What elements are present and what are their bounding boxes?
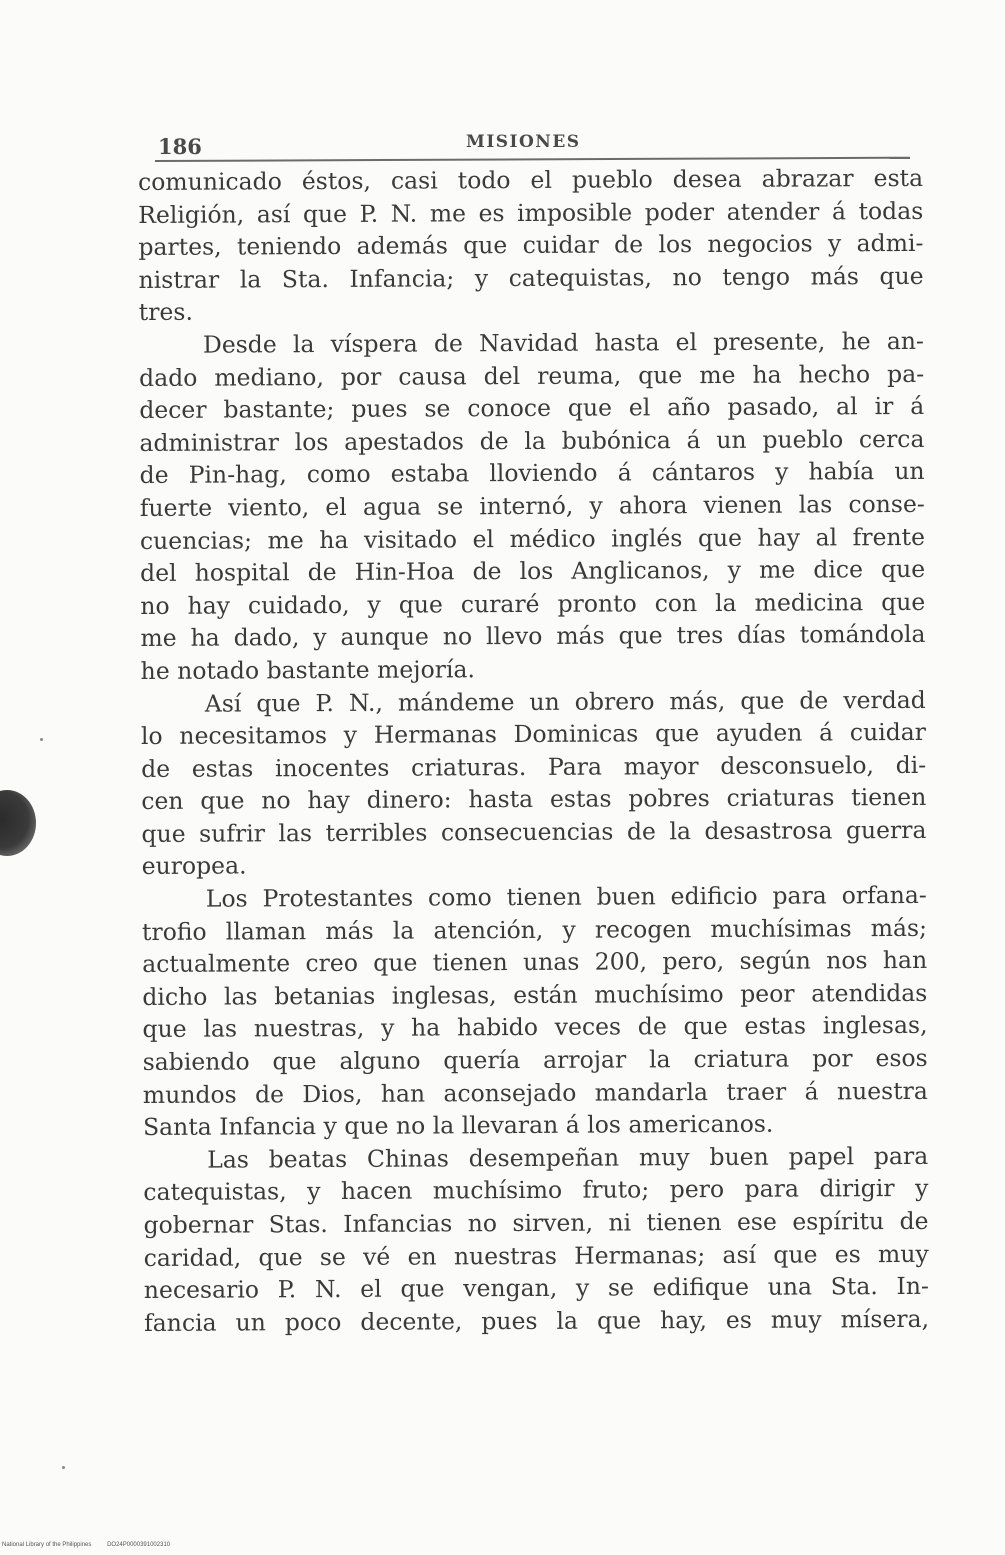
text-line: Desde la víspera de Navidad hasta el presente, he an- [202,326,924,359]
text-line: que las nuestras, y ha habido veces de que estas inglesas, [142,1011,928,1044]
text-line: me ha dado, y aunque no llevo más que tres días tomándola [140,620,926,653]
text-line: fancia un poco decente, pues la que hay, es muy mísera, [143,1304,930,1337]
text-line: he notado bastante mejoría. [140,655,476,685]
page-number: 186 [158,134,202,159]
text-line: de estas inocentes criaturas. Para mayor desconsuelo, di- [141,750,927,783]
text-line: de Pin-hag, como estaba lloviendo á cántaros y había un [139,457,925,490]
text-line: caridad, que se vé en nuestras Hermanas; así que es muy [143,1239,929,1272]
text-line: cuencias; me ha visitado el médico inglés que hay al frente [139,522,926,555]
running-title: MISIONES [466,132,581,152]
scan-speck [40,738,43,741]
text-line: comunicado éstos, casi todo el pueblo desea abrazar esta [138,163,924,196]
text-line: Las beatas Chinas desempeñan muy buen papel para [207,1141,929,1174]
text-line: Religión, así que P. N. me es imposible poder atender á todas [138,196,924,229]
text-line: tres. [138,298,193,327]
text-line: fuerte viento, el agua se internó, y ahora vienen las conse- [139,489,925,522]
text-line: sabiendo que alguno quería arrojar la criatura por esos [142,1043,928,1077]
text-line: actualmente creo que tienen unas 200, pero, según nos han [142,946,928,979]
scan-speck [62,1466,65,1469]
text-line: del hospital de Hin-Hoa de los Anglicanos, y me dice que [140,555,926,588]
text-line: partes, teniendo además que cuidar de los negocios y admi- [138,229,924,262]
text-line: gobernar Stas. Infancias no sirven, ni tienen ese espíritu de [143,1206,929,1239]
text-line: lo necesitamos y Hermanas Dominicas que ayuden á cuidar [140,717,927,751]
text-line: Los Protestantes como tienen buen edificio para orfana- [205,880,927,913]
text-line: que sufrir las terribles consecuencias de la desastrosa guerra [141,815,927,848]
text-line: decer bastante; pues se conoce que el año pasado, al ir á [139,392,925,425]
text-line: cen que no hay dinero: hasta estas pobres criaturas tienen [141,783,927,816]
footer-identifier: DO24P0000391002310 [107,1542,171,1548]
text-line: dado mediano, por causa del reuma, que me ha hecho pa- [139,359,925,392]
text-line: dicho las betanias inglesas, están muchísimo peor atendidas [142,978,928,1011]
footer-library: National Library of the Philippines [2,1542,92,1548]
text-line: necesario P. N. el que vengan, y se edifique una Sta. In- [143,1272,929,1305]
scan-thumb-mark [0,790,36,856]
text-line: europea. [141,851,247,881]
text-line: catequistas, y hacen muchísimo fruto; pero para dirigir y [143,1174,929,1207]
text-line: Así que P. N., mándeme un obrero más, que de verdad [204,685,926,718]
text-line: administrar los apestados de la bubónica á un pueblo cerca [139,424,925,457]
body-text [138,162,929,1339]
scan-footer [2,1542,170,1548]
text-line: trofio llaman más la atención, y recogen muchísimas más; [141,913,928,946]
text-line: mundos de Dios, han aconsejado mandarla traer á nuestra [142,1076,928,1109]
text-line: no hay cuidado, y que curaré pronto con la medicina que [140,587,926,620]
text-line: Santa Infancia y que no la llevaran á los americanos. [142,1109,774,1142]
text-line: nistrar la Sta. Infancia; y catequistas, no tengo más que [138,261,924,294]
